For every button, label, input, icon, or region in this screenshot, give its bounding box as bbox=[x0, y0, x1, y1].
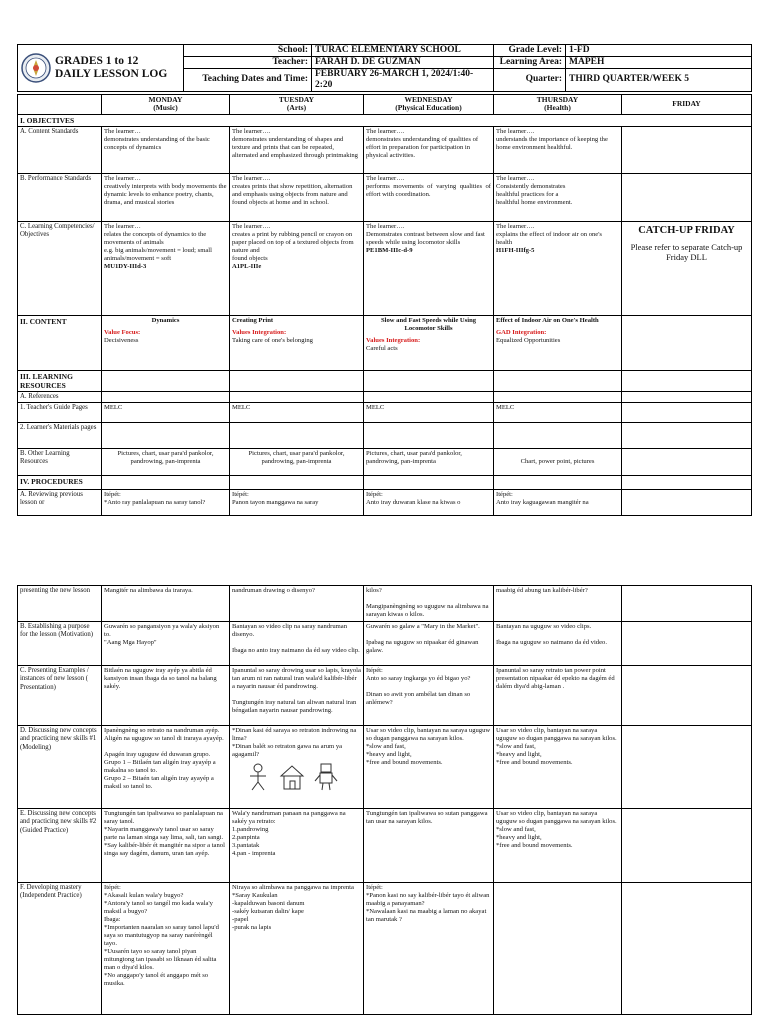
presentation-tue: Ipanuntal so saray drowing usar so lapis, krayola tan arum ni ran natural iran wala'd kalibér-libér a nayarin nausar éd pandrowing. Tungtungén iray natural tan aliwan natural iran béngatlan nayarin nausar pandrowing. bbox=[230, 666, 364, 726]
presenting-tue: nandruman drawing o disenyo? bbox=[230, 586, 364, 622]
modeling-label: D. Discussing new concepts and practicing new skills #1 (Modeling) bbox=[18, 726, 102, 809]
motivation-label: B. Establishing a purpose for the lesson (Motivation) bbox=[18, 622, 102, 666]
objectives-heading: I. OBJECTIVES bbox=[18, 114, 752, 126]
school-label: School: bbox=[184, 45, 312, 57]
stick-figure-icon bbox=[244, 762, 272, 792]
guided-practice-tue: Wala'y nandruman panaan na panggawa na sakéy ya retrato: 1.pandrowing 2.panpinta 3.pantatak 4.pan - imprenta bbox=[230, 809, 364, 883]
content-heading: II. CONTENT bbox=[18, 315, 102, 370]
dates-label: Teaching Dates and Time: bbox=[184, 69, 312, 92]
content-standards-wed: The learner…. demonstrates understanding of qualities of effort in preparation for participation in physical activities. bbox=[364, 126, 494, 173]
day-header-wednesday: WEDNESDAY (Physical Education) bbox=[364, 95, 494, 115]
content-tue: Creating Print Values Integration: Taking care of one's belonging bbox=[230, 315, 364, 370]
reviewing-wed: Itépét: Anto iray duwaran klase na kiwas o bbox=[364, 490, 494, 516]
performance-standards-label: B. Performance Standards bbox=[18, 173, 102, 221]
competencies-fri bbox=[622, 221, 752, 315]
procedures-heading: IV. PROCEDURES bbox=[18, 476, 102, 490]
tg-tue: MELC bbox=[230, 403, 364, 423]
header-table bbox=[17, 44, 752, 92]
motivation-wed: Guwarén so galaw a "Mary in the Market". Ipabag na uguguw so nipaakar éd ginawan galaw. bbox=[364, 622, 494, 666]
modeling-mon: Ipanèngnèng so retrato na nandruman ayép. Aligén na uguguw so tanol di iraraya ayayép. Apagén iray uguguw éd duwaran grupo. Grupo 1 – Bitlaén tan aligén iray ayayép a makalna so tanol to. Grupo 2 – Bitaén tan aligén iray ayayép a maksil so tanol to. bbox=[102, 726, 230, 809]
modeling-tue: *Dinan kasi éd saraya so retraton indrowing na lima? *Dinan balét so retraton gawa na arum ya agagamil? bbox=[230, 726, 364, 809]
content-standards-fri bbox=[622, 126, 752, 173]
quarter-value: THIRD QUARTER/WEEK 5 bbox=[566, 69, 752, 92]
guided-practice-thu: Usar so video clip, bantayan na saraya uguguw so dugan panggawa na sarayan kilos. *slow and fast, *heavy and light, *free and bound movements. bbox=[494, 809, 622, 883]
performance-standards-mon: The learner… creatively interprets with body movements the dynamic levels to enhance poetry, chants, drama, and musical stories bbox=[102, 173, 230, 221]
independent-practice-label: F. Developing mastery (Independent Practice) bbox=[18, 883, 102, 1015]
presentation-mon: Bitlaén na uguguw iray ayép ya abitla éd kansiyon insan ibaga da so tanol na balang sakéy. bbox=[102, 666, 230, 726]
learners-materials-label: 2. Learner's Materials pages bbox=[18, 423, 102, 449]
teacher-value: FARAH D. DE GUZMAN bbox=[312, 57, 494, 69]
deped-seal-icon bbox=[21, 53, 51, 83]
competencies-label: C. Learning Competencies/ Objectives bbox=[18, 221, 102, 315]
house-icon bbox=[278, 762, 306, 792]
content-fri bbox=[622, 315, 752, 370]
motivation-mon: Guwarén so pangansiyon ya wala'y aksiyon to. "Aang Mga Hayop" bbox=[102, 622, 230, 666]
catch-up-friday-note: Please refer to separate Catch-up Friday DLL bbox=[630, 241, 743, 262]
tg-mon: MELC bbox=[102, 403, 230, 423]
independent-practice-mon: Itépét: *Akasali kulan wala'y bugyo? *Antora'y tanol so tangél mo kada wala'y maksil a bugyo? Ibaga: *Importanten naaralan so saray tanol lapu'd saya so mantutugyop na saray narérèngél tayo. *Uusarén tayo so saray tanol piyan mitungtong tan ipasabi so liknaan éd salita man o diya'd kilos. *No anggapo'y tanol ét anggapo mét so musika. bbox=[102, 883, 230, 1015]
presentation-thu: Ipanuntal so saray retrato tan power point presentation nipaakar éd epekto na dagém éd dalém diya'd abig-laman . bbox=[494, 666, 622, 726]
other-resources-label: B. Other Learning Resources bbox=[18, 449, 102, 476]
reviewing-mon: Itépét: *Anto ray panlalapuan na saray tanol? bbox=[102, 490, 230, 516]
guided-practice-mon: Tungtungén tan ipaliwawa so panlalapuan na saray tanol. *Nayarin manggawa'y tanol usar so saray parte na laman singa say lima, sali, tan sangi. *Say kalibér-libér ét mangitér na sipor a tanol singa say dagém, danum, uran tan ayép. bbox=[102, 809, 230, 883]
competencies-wed: The learner…. Demonstrates contrast between slow and fast speeds while using locomotor skills PE1BM-IIIc-d-9 bbox=[364, 221, 494, 315]
competency-code-thu: H1FH-IIIfg-5 bbox=[496, 246, 535, 254]
independent-practice-tue: Niraya so alimbawa na panggawa na imprenta *Saray Kaukulan -kapalduwan basoni danum -sakéy kutsaran dalin/ kape -papel -purak na lapis bbox=[230, 883, 364, 1015]
other-resources-wed: Pictures, chart, usar para'd pankolor, pandrowing, pan-imprenta bbox=[364, 449, 494, 476]
tg-thu: MELC bbox=[494, 403, 622, 423]
reviewing-label: A. Reviewing previous lesson or bbox=[18, 490, 102, 516]
guided-practice-label: E. Discussing new concepts and practicing new skills #2 (Guided Practice) bbox=[18, 809, 102, 883]
grade-label: Grade Level: bbox=[494, 45, 566, 57]
area-label: Learning Area: bbox=[494, 57, 566, 69]
tg-wed: MELC bbox=[364, 403, 494, 423]
guided-practice-wed: Tungtungén tan ipaliwawa so sutan panggawa tan usar na sarayan kilos. bbox=[364, 809, 494, 883]
grade-value: 1-FD bbox=[566, 45, 752, 57]
independent-practice-wed: Itépét: *Panon kasi no say kalibér-libér tayo ét aliwan maabig a panayaman? *Nawalaan kasi na maabig a laman no akayat tan marutak ? bbox=[364, 883, 494, 1015]
performance-standards-fri bbox=[622, 173, 752, 221]
content-thu: Effect of Indoor Air on One's Health GAD Integration: Equalized Opportunities bbox=[494, 315, 622, 370]
content-standards-mon: The learner… demonstrates understanding of the basic concepts of dynamics bbox=[102, 126, 230, 173]
performance-standards-tue: The learner…. creates prints that show repetition, alternation and emphasis using objects from nature and found objects at home and in school. bbox=[230, 173, 364, 221]
print-examples bbox=[232, 762, 361, 792]
content-mon: Dynamics Value Focus: Decisiveness bbox=[102, 315, 230, 370]
day-header-tuesday: TUESDAY (Arts) bbox=[230, 95, 364, 115]
content-standards-tue: The learner…. demonstrates understanding of shapes and texture and prints that can be repeated, alternated and emphasized through printmaking bbox=[230, 126, 364, 173]
competency-code-wed: PE1BM-IIIc-d-9 bbox=[366, 246, 413, 254]
catch-up-friday-title: CATCH-UP FRIDAY bbox=[638, 224, 735, 236]
robot-figure-icon bbox=[312, 762, 340, 792]
day-header-friday: FRIDAY bbox=[622, 95, 752, 115]
motivation-tue: Bantayan so video clip na saray nandruman disenyo. Ibaga no anto iray naimano da éd say video clip. bbox=[230, 622, 364, 666]
performance-standards-thu: The learner…. Consistently demonstrates healthful practices for a healthful home environment. bbox=[494, 173, 622, 221]
other-resources-mon: Pictures, chart, usar para'd pankolor, pandrowing, pan-imprenta bbox=[102, 449, 230, 476]
lesson-table-page2 bbox=[17, 585, 752, 1015]
other-resources-thu: Chart, power point, pictures bbox=[494, 449, 622, 476]
day-header-thursday: THURSDAY (Health) bbox=[494, 95, 622, 115]
school-value: TURAC ELEMENTARY SCHOOL bbox=[312, 45, 494, 57]
presenting-thu: maabig éd abung tan kalibér-libér? bbox=[494, 586, 622, 622]
motivation-thu: Bantayan na uguguw so video clips. Ibaga na uguguw so naimano da éd video. bbox=[494, 622, 622, 666]
corner-cell bbox=[18, 95, 102, 115]
other-resources-tue: Pictures, chart, usar para'd pankolor, pandrowing, pan-imprenta bbox=[230, 449, 364, 476]
title-line2: DAILY LESSON LOG bbox=[55, 67, 168, 80]
references-label: A. References bbox=[18, 391, 102, 402]
independent-practice-thu bbox=[494, 883, 622, 1015]
lesson-table-page1 bbox=[17, 94, 752, 516]
reviewing-thu: Itépét: Anto iray kaguagawan mangitér na bbox=[494, 490, 622, 516]
title-line1: GRADES 1 to 12 bbox=[55, 54, 139, 67]
competencies-tue: The learner…. creates a print by rubbing pencil or crayon on paper placed on top of a textured objects from nature and found objects A1PL-IIIe bbox=[230, 221, 364, 315]
teacher-label: Teacher: bbox=[184, 57, 312, 69]
content-standards-label: A. Content Standards bbox=[18, 126, 102, 173]
presentation-label: C. Presenting Examples / instances of new lesson ( Presentation) bbox=[18, 666, 102, 726]
competencies-mon: The learner… relates the concepts of dynamics to the movements of animals e.g. big animals/movement = loud; small animals/movement = soft MU1DY-IIId-3 bbox=[102, 221, 230, 315]
presenting-label: presenting the new lesson bbox=[18, 586, 102, 622]
competency-code-mon: MU1DY-IIId-3 bbox=[104, 262, 147, 270]
competencies-thu: The learner…. explains the effect of indoor air on one's health H1FH-IIIfg-5 bbox=[494, 221, 622, 315]
modeling-thu: Usar so video clip, bantayan na saraya uguguw so dugan panggawa na sarayan kilos. *slow and fast, *heavy and light, *free and bound movements. bbox=[494, 726, 622, 809]
competency-code-tue: A1PL-IIIe bbox=[232, 262, 262, 270]
header-title-cell bbox=[18, 45, 184, 92]
resources-heading: III. LEARNING RESOURCES bbox=[18, 370, 102, 391]
presenting-mon: Mangitér na alimbawa da iraraya. bbox=[102, 586, 230, 622]
presenting-wed: kilos? Mangipanèngnèng so uguguw na alimbawa na sarayan kiwas o kilos. bbox=[364, 586, 494, 622]
modeling-wed: Usar so video clip, bantayan na saraya uguguw so dugan panggawa na sarayan kilos. *slow and fast, *heavy and light, *free and bound movements. bbox=[364, 726, 494, 809]
reviewing-tue: Itépét: Panon tayon manggawa na saray bbox=[230, 490, 364, 516]
quarter-label: Quarter: bbox=[494, 69, 566, 92]
content-wed: Slow and Fast Speeds while Using Locomotor Skills Values Integration: Careful acts bbox=[364, 315, 494, 370]
performance-standards-wed: The learner…. performs movements of varying qualities of effort with coordination. bbox=[364, 173, 494, 221]
area-value: MAPEH bbox=[566, 57, 752, 69]
day-header-monday: MONDAY (Music) bbox=[102, 95, 230, 115]
content-standards-thu: The learner…. understands the importance of keeping the home environment healthful. bbox=[494, 126, 622, 173]
dates-value: FEBRUARY 26-MARCH 1, 2024/1:40-2:20 bbox=[312, 69, 494, 92]
teachers-guide-label: 1. Teacher's Guide Pages bbox=[18, 403, 102, 423]
presentation-wed: Itépét: Anto so saray ingkarga yo éd bigao yo? Dinan so awit yon ambélat tan dinan so anlémew? bbox=[364, 666, 494, 726]
